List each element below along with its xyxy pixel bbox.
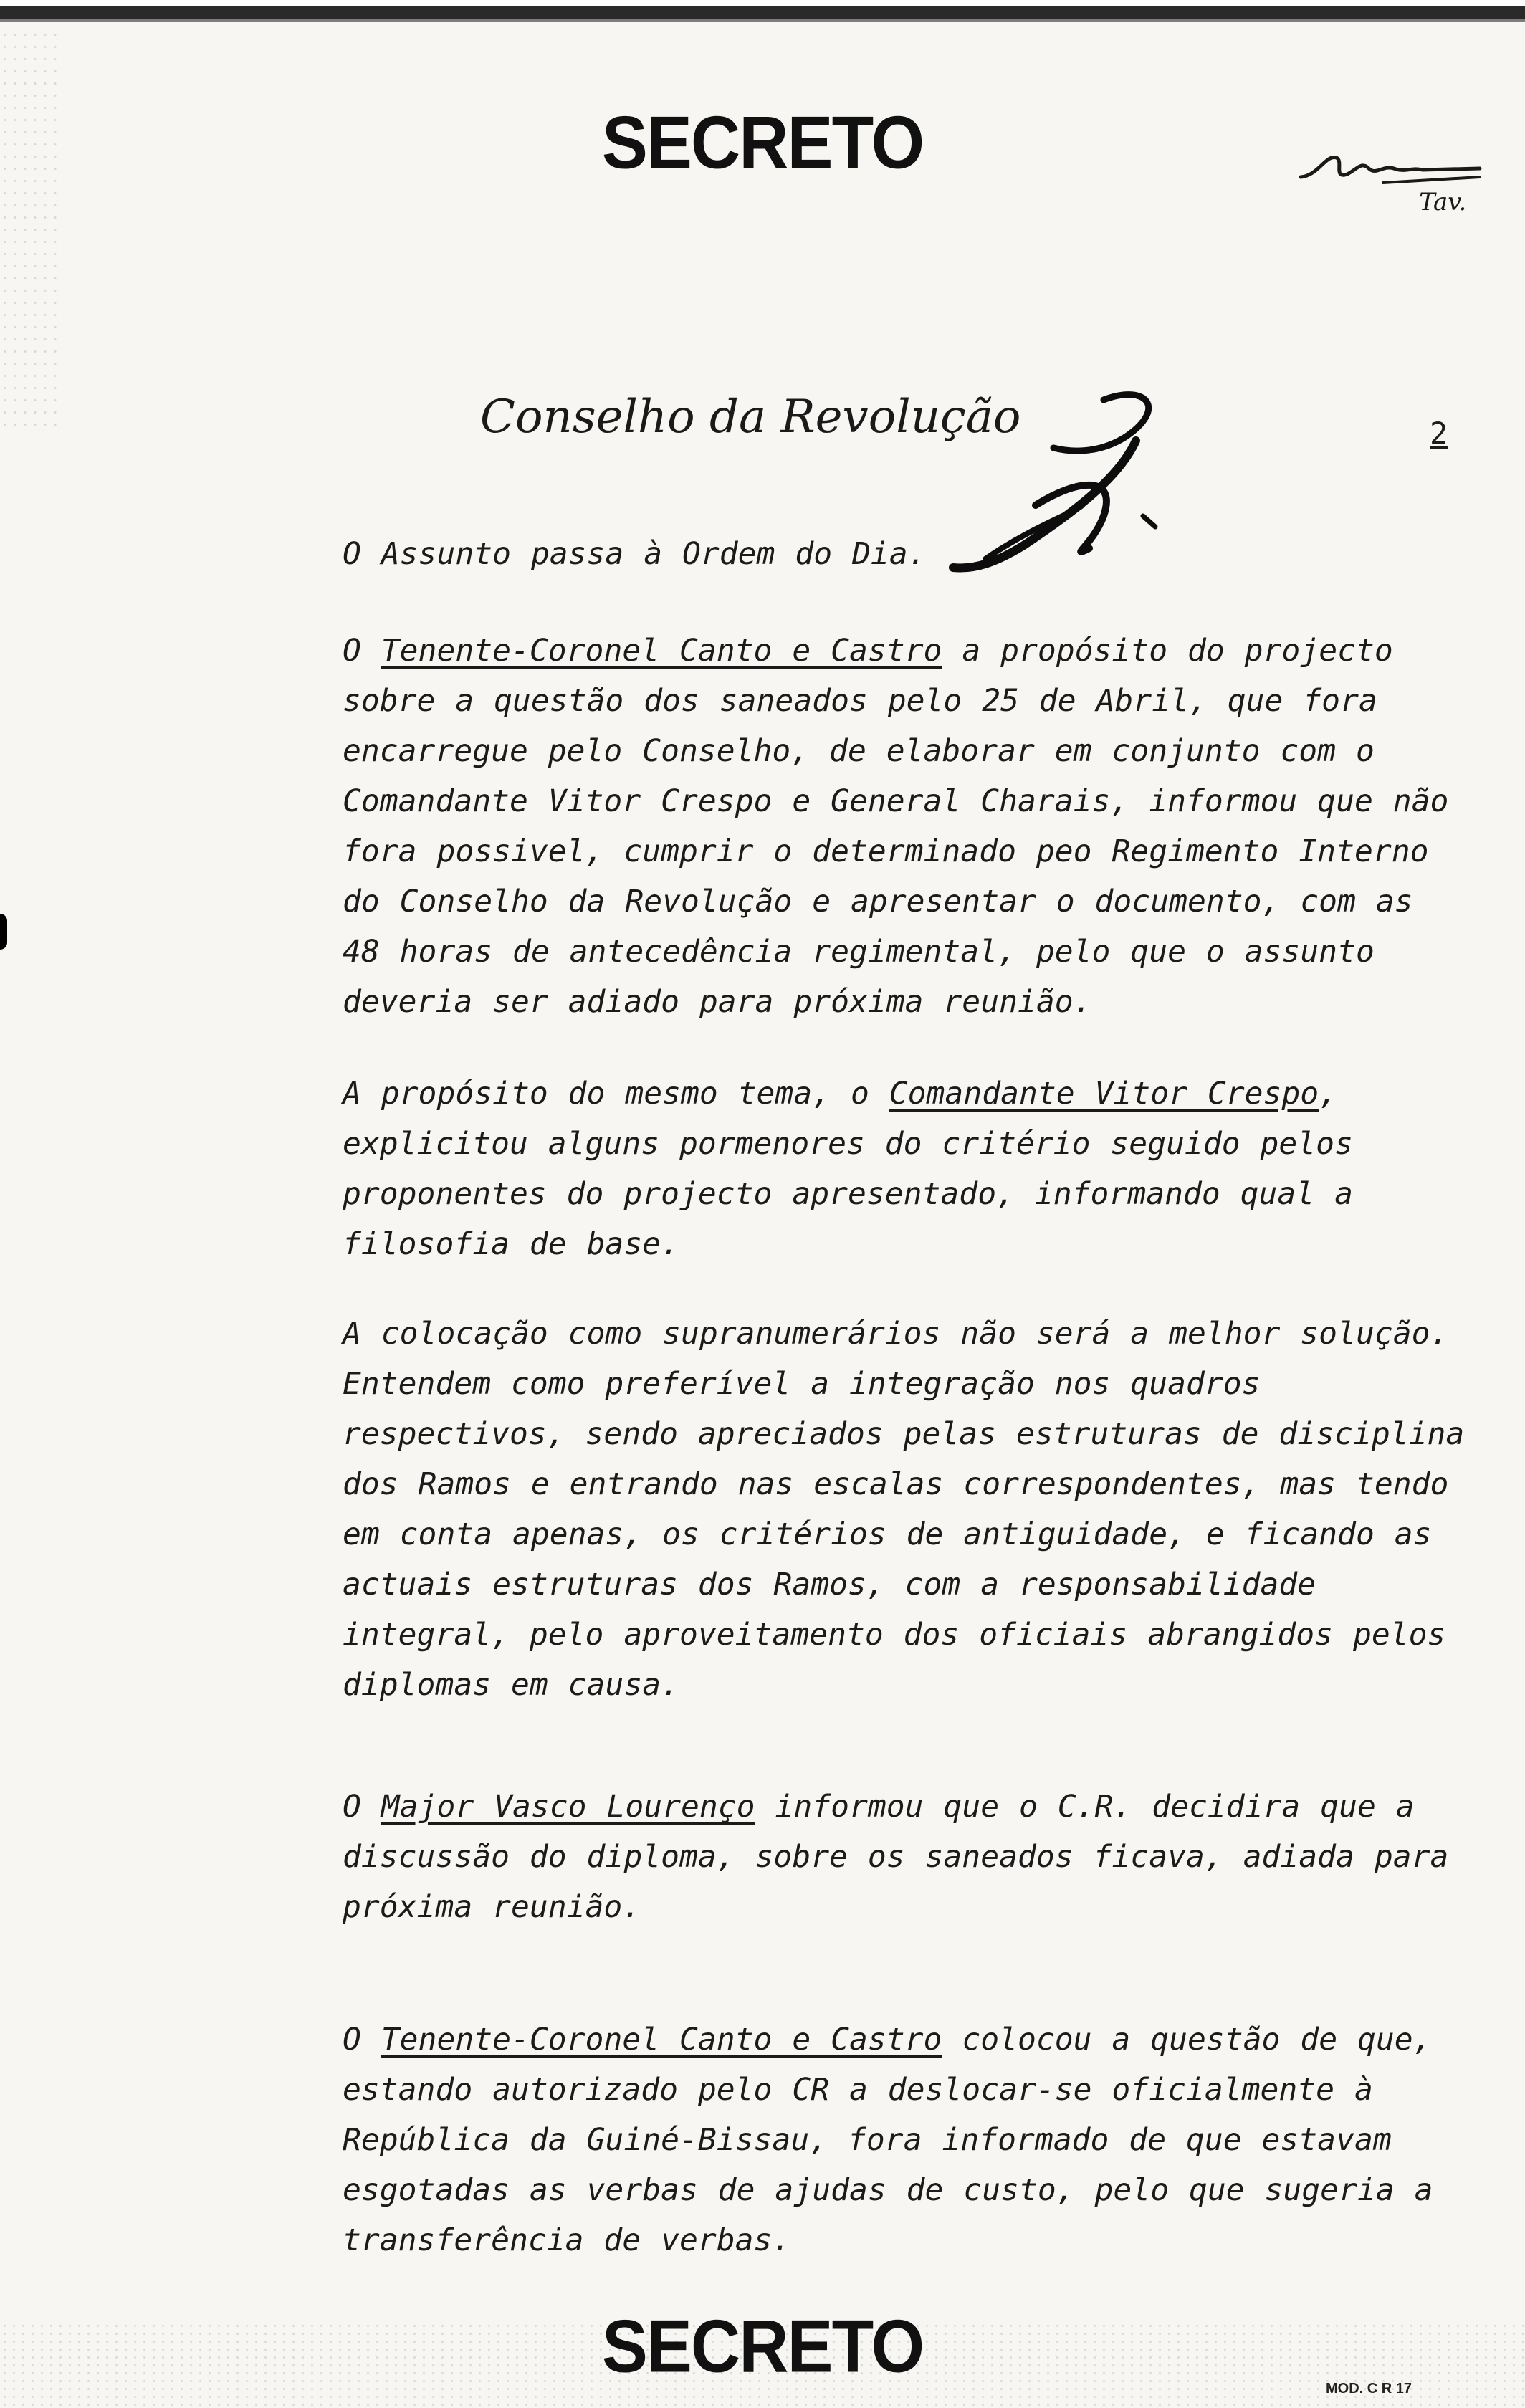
top-scan-border xyxy=(0,0,1525,27)
punch-hole-mark xyxy=(0,914,7,950)
paragraph-5-prefix: O xyxy=(343,1789,381,1825)
paragraph-5-text: informou que o C.R. decidira que a discussão do diploma, sobre os saneados ficava, adiada para próxima reunião. xyxy=(343,1789,1449,1925)
paragraph-3-text: , explicitou alguns pormenores do critério seguido pelos proponentes do projecto apresentado, informando qual a filosofia de base. xyxy=(343,1076,1353,1262)
paragraph-5 xyxy=(343,1782,1468,1932)
speaker-name: Major Vasco Lourenço xyxy=(381,1789,755,1825)
paragraph-3-prefix: A propósito do mesmo tema, o xyxy=(343,1076,889,1112)
paragraph-6 xyxy=(343,2015,1468,2265)
page-number: 2 xyxy=(1430,416,1448,451)
paragraph-4 xyxy=(343,1309,1468,1710)
form-code: MOD. C R 17 xyxy=(1326,2381,1412,2397)
classification-stamp-top: SECRETO xyxy=(601,101,924,185)
paragraph-6-prefix: O xyxy=(343,2022,381,2058)
paragraph-2 xyxy=(343,626,1468,1027)
handwritten-signature xyxy=(889,380,1175,595)
speaker-name: Tenente-Coronel Canto e Castro xyxy=(381,633,942,669)
classification-stamp-bottom: SECRETO xyxy=(601,2305,924,2389)
paragraph-3 xyxy=(343,1069,1468,1269)
paragraph-2-prefix: O xyxy=(343,633,381,669)
speaker-name: Tenente-Coronel Canto e Castro xyxy=(381,2022,942,2058)
paragraph-4-text: A colocação como supranumerários não será a melhor solução. Entendem como preferível a integração nos quadros respectivos, sendo apreciados pelas estruturas de disciplina dos Ramos e entrando nas escalas correspondentes, mas tendo em conta apenas, os critérios de antiguidade, e ficando as actuais estruturas dos Ramos, com a responsabilidade integral, pelo aproveitamento dos oficiais abrangidos pelos diplomas em causa. xyxy=(343,1316,1465,1703)
paragraph-6-text: colocou a questão de que, estando autorizado pelo CR a deslocar-se oficialmente à República da Guiné-Bissau, fora informado de que estavam esgotadas as verbas de ajudas de custo, pelo que sugeria a transferência de verbas. xyxy=(343,2022,1433,2258)
speaker-name: Comandante Vitor Crespo xyxy=(889,1076,1319,1112)
document-heading: Conselho da Revolução xyxy=(480,391,1021,444)
paragraph-2-text: a propósito do projecto sobre a questão dos saneados pelo 25 de Abril, que fora encarregue pelo Conselho, de elaborar em conjunto com o Comandante Vitor Crespo e General Charais, informou que não fora possivel, cumprir o determinado peo Regimento Interno do Conselho da Revolução e apresentar o documento, com as 48 horas de antecedência regimental, pelo que o assunto deveria ser adiado para próxima reunião. xyxy=(343,633,1449,1020)
paragraph-1-text: O Assunto passa à Ordem do Dia. xyxy=(343,536,927,572)
handwritten-initials xyxy=(1297,147,1491,219)
scan-noise-left xyxy=(0,29,57,430)
initials-text: Tav. xyxy=(1419,188,1467,216)
document-body xyxy=(343,529,1468,2265)
